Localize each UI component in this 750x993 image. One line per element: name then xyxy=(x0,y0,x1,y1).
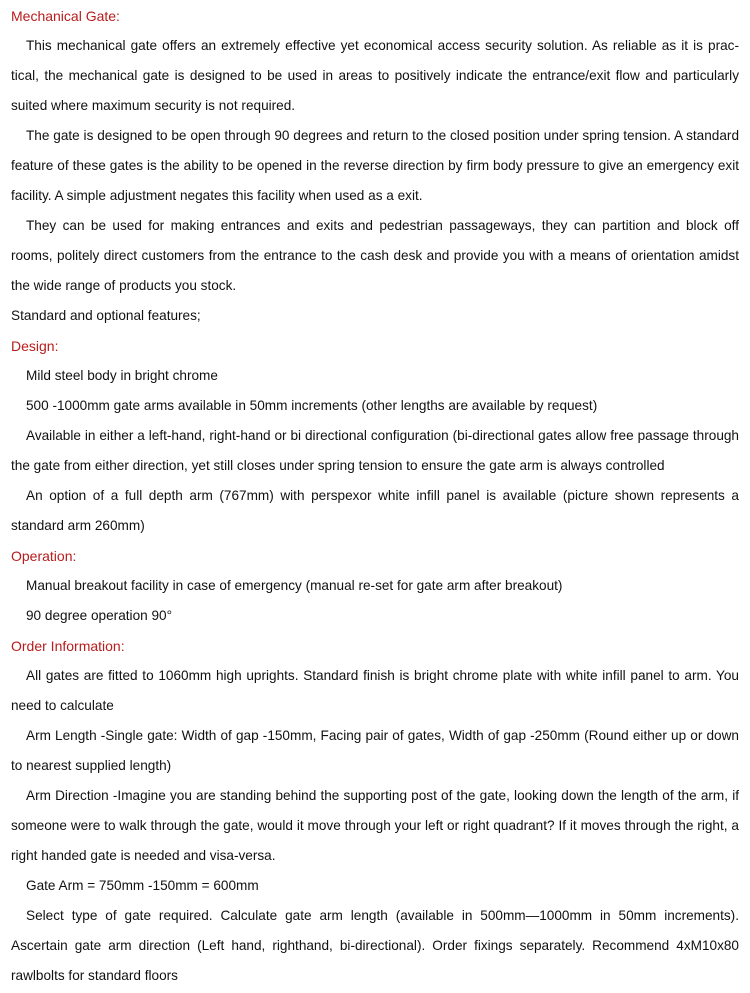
design-heading: Design: xyxy=(11,338,59,354)
design-arm-lengths-item: 500 -1000mm gate arms available in 50mm increments (other lengths are available by request) xyxy=(26,398,598,413)
operation-heading: Operation: xyxy=(11,548,77,564)
design-configuration-item: Available in either a left-hand, right-hand or bi directional configuration (bi-directional gates allow free passage through the gate from either direction, yet still closes under spring tension to ensure the gate arm is always controlled xyxy=(11,428,739,473)
design-body-item: Mild steel body in bright chrome xyxy=(26,368,218,383)
operation-degree-item: 90 degree operation 90° xyxy=(26,608,173,623)
mechanical-gate-heading: Mechanical Gate: xyxy=(11,8,120,24)
order-gate-arm-example: Gate Arm = 750mm -150mm = 600mm xyxy=(26,878,259,893)
order-information-heading: Order Information: xyxy=(11,638,125,654)
operation-breakout-item: Manual breakout facility in case of emergency (manual re-set for gate arm after breakout) xyxy=(26,578,563,593)
mechanical-gate-intro-paragraph: This mechanical gate offers an extremely effective yet economical access security solution. As reliable as it is practical, the mechanical gate is designed to be used in areas to positively indicate the entrance/exit flow and particularly suited where maximum security is not required. xyxy=(11,38,739,113)
design-full-depth-arm-item: An option of a full depth arm (767mm) with perspexor white infill panel is available (picture shown represents a standard arm 260mm) xyxy=(11,488,739,533)
order-uprights-paragraph: All gates are fitted to 1060mm high uprights. Standard finish is bright chrome plate with white infill panel to arm. You need to calculate xyxy=(11,668,739,713)
order-arm-direction-paragraph: Arm Direction -Imagine you are standing behind the supporting post of the gate, looking down the length of the arm, if someone were to walk through the gate, would it move through your left or right quadrant? If it moves through the right, a right handed gate is needed and visa-versa. xyxy=(11,788,739,863)
mechanical-gate-operation-paragraph: The gate is designed to be open through 90 degrees and return to the closed position under spring tension. A standard feature of these gates is the ability to be opened in the reverse direction by firm body pressure to give an emergency exit facility. A simple adjustment negates this facility when used as a exit. xyxy=(11,128,739,203)
mechanical-gate-uses-paragraph: They can be used for making entrances and exits and pedestrian passageways, they can partition and block off rooms, politely direct customers from the entrance to the cash desk and provide you with a means of orientation amidst the wide range of products you stock. xyxy=(11,218,739,293)
order-arm-length-paragraph: Arm Length -Single gate: Width of gap -150mm, Facing pair of gates, Width of gap -250mm (Round either up or down to nearest supplied length) xyxy=(11,728,739,773)
order-steps-paragraph: Select type of gate required. Calculate gate arm length (available in 500mm—1000mm in 50mm increments). Ascertain gate arm direction (Left hand, righthand, bi-directional). Order fixings separately. Recommend 4xM10x80 rawlbolts for standard floors xyxy=(11,908,739,983)
features-intro-line: Standard and optional features; xyxy=(11,308,201,323)
